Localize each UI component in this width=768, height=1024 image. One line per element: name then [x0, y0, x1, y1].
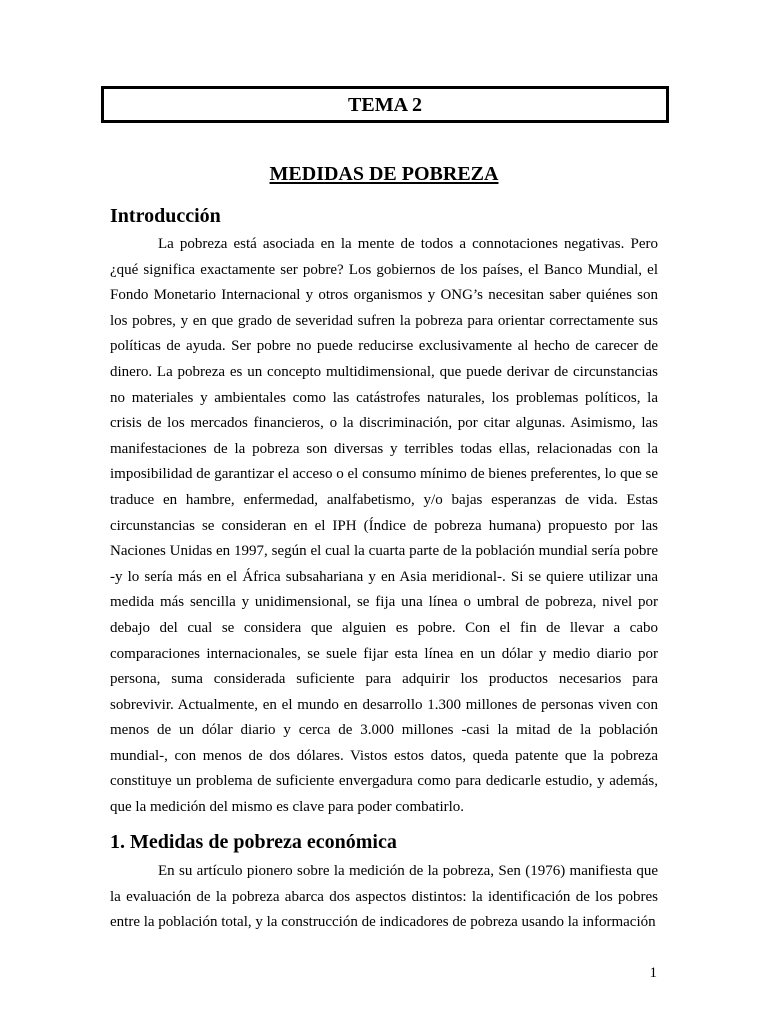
- section-heading-introduccion: Introducción: [110, 205, 221, 227]
- document-title: [0, 162, 768, 186]
- chapter-header-box: [101, 86, 669, 123]
- chapter-number: TEMA 2: [348, 93, 422, 116]
- paragraph-medidas-economicas: En su artículo pionero sobre la medición de la pobreza, Sen (1976) manifiesta que la evaluación de la pobreza abarca dos aspectos distintos: la identificación de los pobres entre la población total, y la construcción de indicadores de pobreza usando la información: [110, 863, 658, 931]
- section-heading-medidas-economicas: 1. Medidas de pobreza económica: [110, 831, 397, 853]
- page-number: 1: [649, 965, 657, 981]
- paragraph-introduccion: La pobreza está asociada en la mente de todos a connotaciones negativas. Pero ¿qué significa exactamente ser pobre? Los gobiernos de los países, el Banco Mundial, el Fondo Monetario Internacional y otros organismos y ONG’s necesitan saber quiénes son los pobres, y en que grado de severidad sufren la pobreza para orientar correctamente sus políticas de ayuda. Ser pobre no puede reducirse exclusivamente al hecho de carecer de dinero. La pobreza es un concepto multidimensional, que puede derivar de circunstancias no materiales y ambientales como las catástrofes naturales, los problemas políticos, la crisis de los mercados financieros, o la discriminación, por citar algunas. Asimismo, las manifestaciones de la pobreza son diversas y terribles todas ellas, relacionadas con la imposibilidad de garantizar el acceso o el consumo mínimo de bienes preferentes, lo que se traduce en hambre, enfermedad, analfabetismo, y/o bajas esperanzas de vida. Estas circunstancias se consideran en el IPH (Índice de pobreza humana) propuesto por las Naciones Unidas en 1997, según el cual la cuarta parte de la población mundial sería pobre -y lo sería más en el África subsahariana y en Asia meridional-. Si se quiere utilizar una medida más sencilla y unidimensional, se fija una línea o umbral de pobreza, nivel por debajo del cual se considera que alguien es pobre. Con el fin de llevar a cabo comparaciones internacionales, se suele fijar esta línea en un dólar y medio diario por persona, suma considerada suficiente para adquirir los productos necesarios para sobrevivir. Actualmente, en el mundo en desarrollo 1.300 millones de personas viven con menos de un dólar diario y cerca de 3.000 millones -casi la mitad de la población mundial-, con menos de dos dólares. Vistos estos datos, queda patente que la pobreza constituye un problema de suficiente envergadura como para dedicarle estudio, y además, que la medición del mismo es clave para poder combatirlo.: [110, 236, 658, 816]
- document-title-text: MEDIDAS DE POBREZA: [269, 163, 499, 185]
